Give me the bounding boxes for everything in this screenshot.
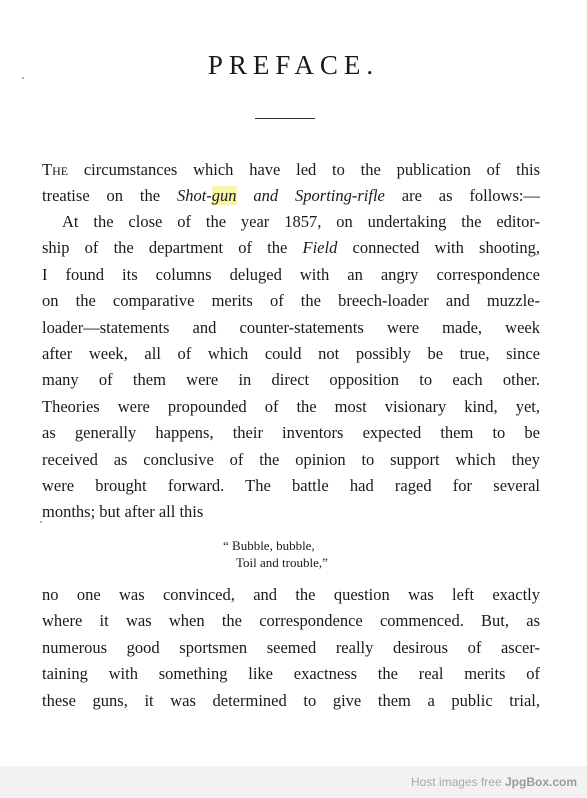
text-line: numerous good sportsmen seemed really desirous of ascer- xyxy=(42,638,540,657)
text-line: received as conclusive of the opinion to support which they xyxy=(42,450,540,469)
text-line: no one was convinced, and the question was left exactly xyxy=(42,585,540,604)
title-rule xyxy=(255,118,315,119)
text-line: Theories were propounded of the most visionary kind, yet, xyxy=(42,397,540,416)
text-line: many of them were in direct opposition to each other. xyxy=(42,370,540,389)
page-title: PREFACE. xyxy=(207,50,380,80)
text-line: loader—statements and counter-statements were made, week xyxy=(42,318,540,337)
footer-watermark[interactable]: Host images free JpgBox.com xyxy=(410,775,577,789)
lead-word: The xyxy=(42,160,69,179)
text-line: ship of the department of the Field connected with shooting, xyxy=(42,238,540,257)
quote-line: “ Bubble, bubble, xyxy=(223,538,315,553)
footer-brand[interactable]: JpgBox.com xyxy=(504,775,577,789)
text-line: on the comparative merits of the breech-loader and muzzle- xyxy=(42,291,540,310)
text-line: taining with something like exactness the real merits of xyxy=(42,664,540,683)
text-line: after week, all of which could not possibly be true, since xyxy=(42,344,540,363)
text-line: At the close of the year 1857, on undertaking the editor- xyxy=(62,212,540,231)
text-line: were brought forward. The battle had raged for several xyxy=(42,476,540,495)
text-line: as generally happens, their inventors expected them to be xyxy=(42,423,540,442)
text-line: these guns, it was determined to give them a public trial, xyxy=(42,691,540,710)
text-line: I found its columns deluged with an angry correspondence xyxy=(42,265,540,284)
text-line: The circumstances which have led to the publication of this xyxy=(42,160,540,179)
quote-line: Toil and trouble,” xyxy=(236,555,328,570)
text-line: treatise on the Shot-gun and Sporting-rifle are as follows:— xyxy=(42,186,540,205)
text-line: where it was when the correspondence commenced. But, as xyxy=(42,611,540,630)
text-line: months; but after all this xyxy=(42,502,204,521)
scan-speck xyxy=(22,77,24,79)
highlight: gun xyxy=(211,186,237,205)
scan-speck xyxy=(40,521,42,523)
